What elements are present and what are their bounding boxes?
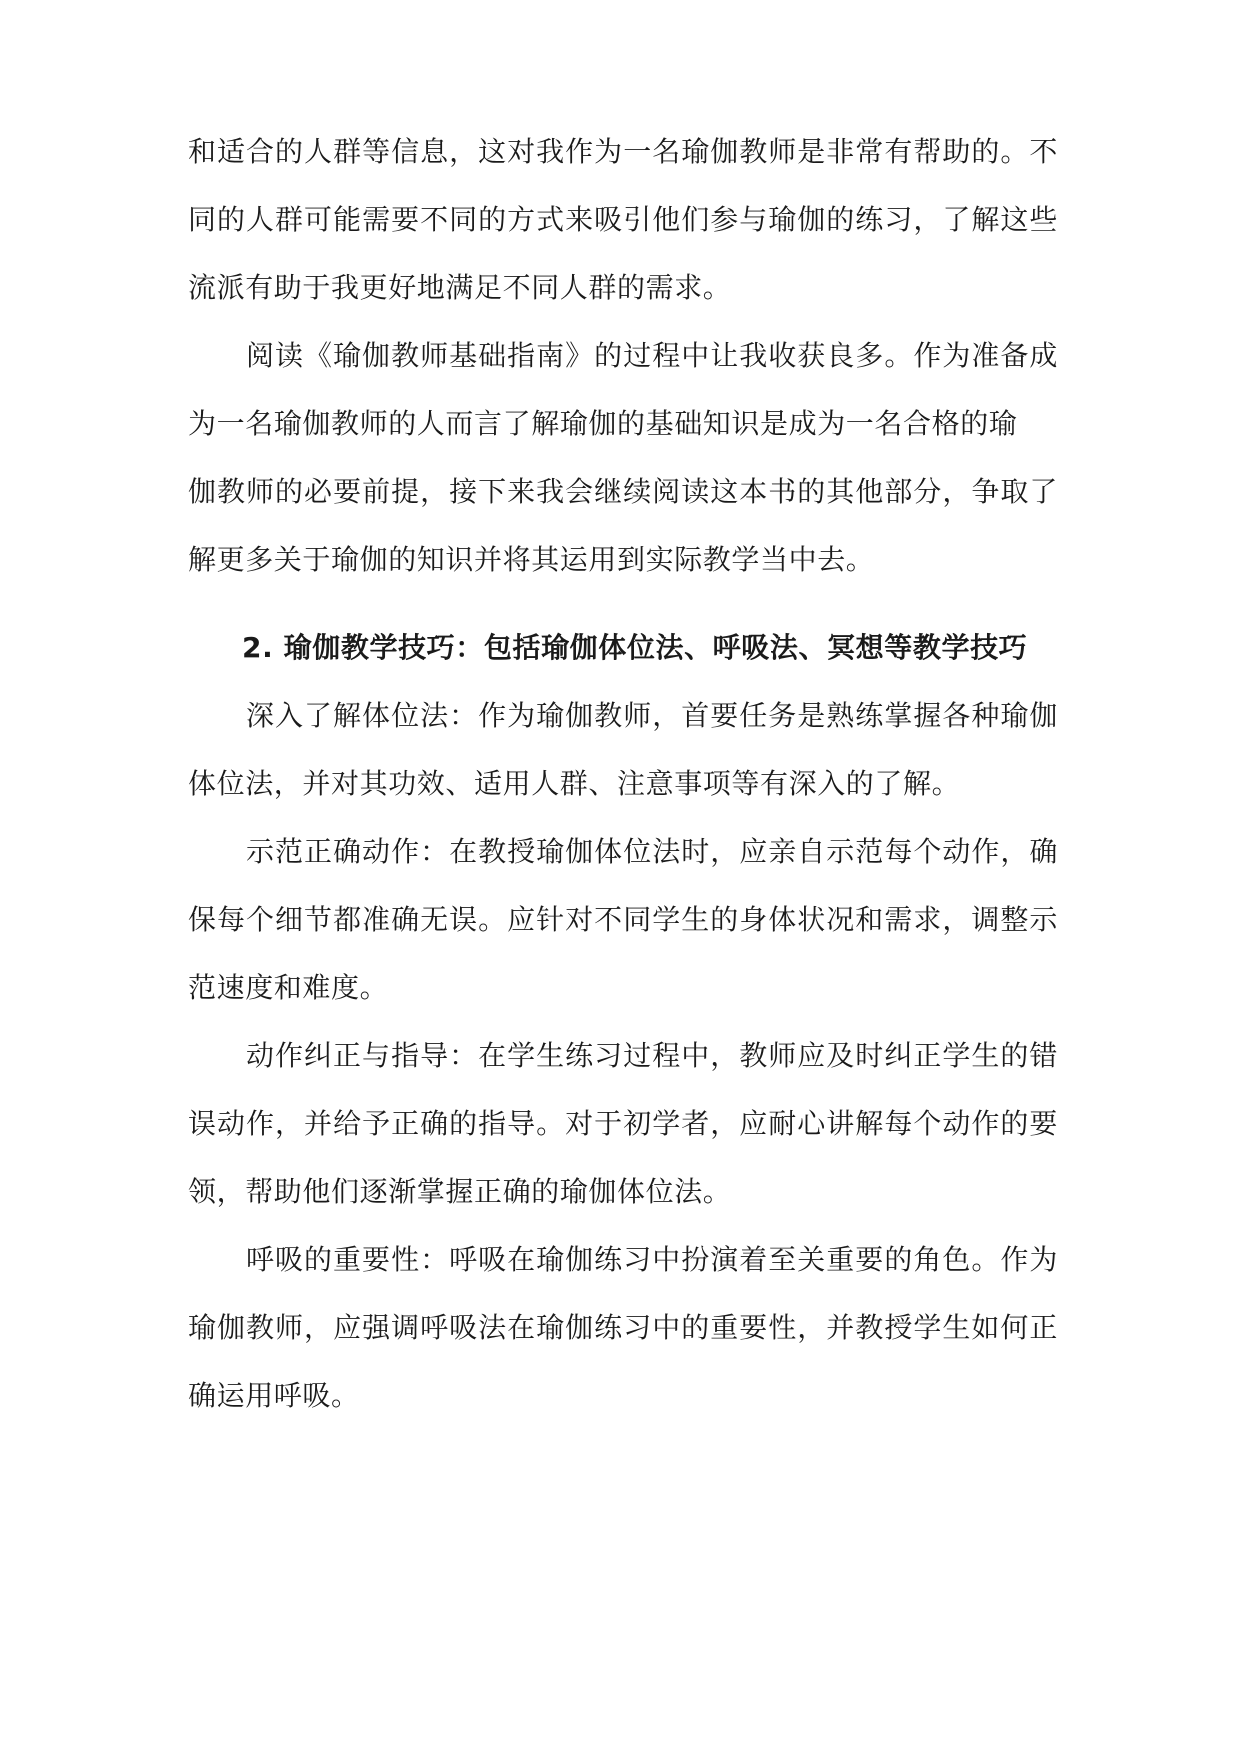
paragraph-line: 确运用呼吸。 xyxy=(188,1379,360,1412)
paragraph-line: 保每个细节都准确无误。应针对不同学生的身体状况和需求，调整示 xyxy=(188,903,1058,936)
paragraph-line: 示范正确动作：在教授瑜伽体位法时，应亲自示范每个动作，确 xyxy=(246,835,1058,868)
paragraph-line: 阅读《瑜伽教师基础指南》的过程中让我收获良多。作为准备成 xyxy=(246,339,1058,372)
paragraph-line: 领，帮助他们逐渐掌握正确的瑜伽体位法。 xyxy=(188,1175,732,1208)
paragraph-line: 瑜伽教师，应强调呼吸法在瑜伽练习中的重要性，并教授学生如何正 xyxy=(188,1311,1058,1344)
paragraph-line: 和适合的人群等信息，这对我作为一名瑜伽教师是非常有帮助的。不 xyxy=(188,135,1058,168)
paragraph-line: 伽教师的必要前提，接下来我会继续阅读这本书的其他部分，争取了 xyxy=(188,475,1058,508)
paragraph-line: 体位法，并对其功效、适用人群、注意事项等有深入的了解。 xyxy=(188,767,961,800)
paragraph-line: 解更多关于瑜伽的知识并将其运用到实际教学当中去。 xyxy=(188,543,875,576)
paragraph-line: 同的人群可能需要不同的方式来吸引他们参与瑜伽的练习，了解这些 xyxy=(188,203,1058,236)
paragraph-line: 误动作，并给予正确的指导。对于初学者，应耐心讲解每个动作的要 xyxy=(188,1107,1058,1140)
paragraph-line: 深入了解体位法：作为瑜伽教师，首要任务是熟练掌握各种瑜伽 xyxy=(246,699,1058,732)
section-heading: 2. 瑜伽教学技巧：包括瑜伽体位法、呼吸法、冥想等教学技巧 xyxy=(242,631,1028,664)
paragraph-line: 范速度和难度。 xyxy=(188,971,389,1004)
paragraph-line: 为一名瑜伽教师的人而言了解瑜伽的基础知识是成为一名合格的瑜 xyxy=(188,407,1018,440)
paragraph-line: 动作纠正与指导：在学生练习过程中，教师应及时纠正学生的错 xyxy=(246,1039,1058,1072)
paragraph-line: 呼吸的重要性：呼吸在瑜伽练习中扮演着至关重要的角色。作为 xyxy=(246,1243,1058,1276)
paragraph-line: 流派有助于我更好地满足不同人群的需求。 xyxy=(188,271,732,304)
